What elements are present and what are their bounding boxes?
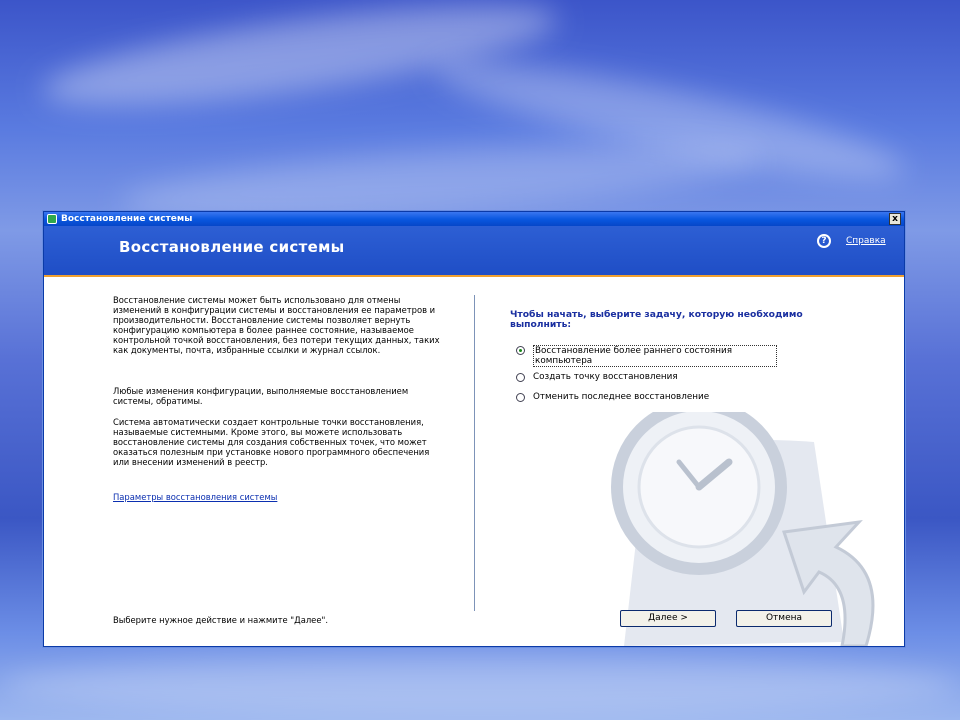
system-restore-window <box>43 211 905 647</box>
description-paragraph: Система автоматически создает контрольные точки восстановления, называемые системными. Кроме этого, вы можете использовать восстановление системы для создания собственных точек, что может оказаться полезным при установке нового программного обеспечения или внесении изменений в реестр. <box>113 417 430 467</box>
next-button[interactable]: Далее > <box>620 610 716 627</box>
task-prompt: Чтобы начать, выберите задачу, которую необходимо выполнить: <box>510 309 803 330</box>
option-undo-last[interactable] <box>516 392 786 404</box>
radio-button[interactable] <box>516 373 525 382</box>
cancel-button[interactable]: Отмена <box>736 610 832 627</box>
title-bar[interactable] <box>44 212 904 226</box>
radio-button[interactable] <box>516 393 525 402</box>
instruction-text: Выберите нужное действие и нажмите "Далее". <box>113 615 328 625</box>
close-button[interactable]: x <box>889 213 901 225</box>
description-paragraph: Любые изменения конфигурации, выполняемые восстановлением системы, обратимы. <box>113 386 409 406</box>
page-title: Восстановление системы <box>119 238 345 256</box>
background-cloud <box>0 655 960 715</box>
wizard-header <box>44 226 904 277</box>
option-label[interactable]: Отменить последнее восстановление <box>533 392 710 402</box>
help-icon[interactable]: ? <box>817 234 831 248</box>
option-restore-earlier[interactable] <box>516 345 786 365</box>
window-title: Восстановление системы <box>61 214 193 224</box>
description-paragraph: Восстановление системы может быть использовано для отмены изменений в конфигурации системы и восстановления ее параметров и производительности. Восстановление системы позволяет вернуть конфигурацию компьютера в более раннее состояние, называемое контрольной точкой восстановления, без потери текущих данных, таких как документы, почта, избранные ссылки и журнал ссылок. <box>113 295 440 355</box>
panel-divider <box>474 295 475 611</box>
restore-settings-link[interactable]: Параметры восстановления системы <box>113 492 278 502</box>
option-label[interactable]: Восстановление более раннего состояния компьютера <box>533 345 777 367</box>
help-link[interactable]: Справка <box>846 236 886 246</box>
system-restore-icon <box>47 214 57 224</box>
option-create-point[interactable] <box>516 372 786 384</box>
option-label[interactable]: Создать точку восстановления <box>533 372 678 382</box>
radio-button-selected[interactable] <box>516 346 525 355</box>
